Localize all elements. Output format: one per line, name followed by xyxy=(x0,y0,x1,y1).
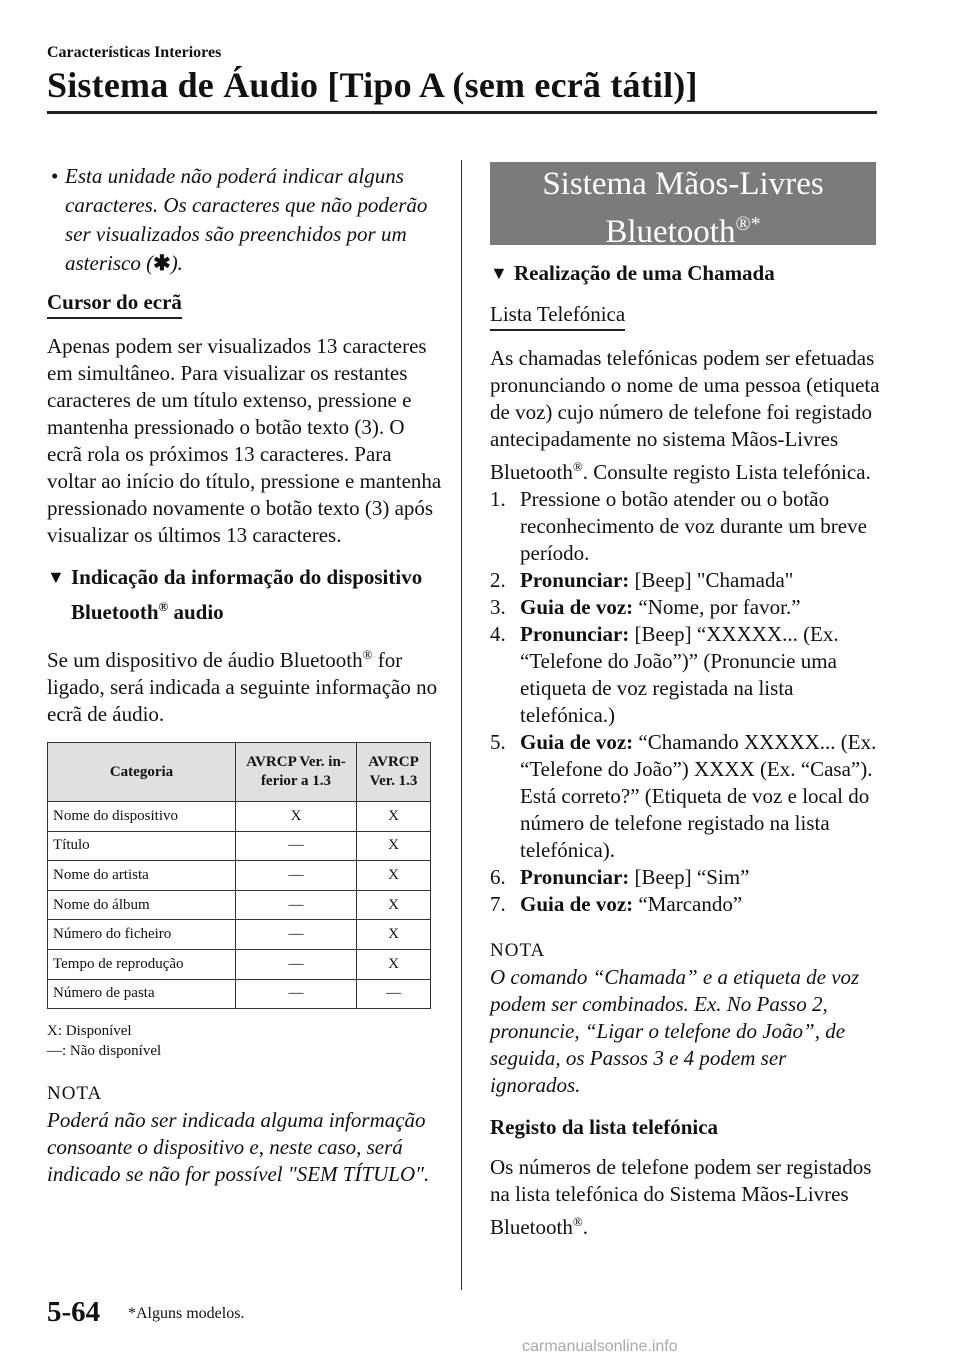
list-item: 5. Guia de voz: “Chamando XXXXX... (Ex. “Telefone do João”) XXXX (Ex. “Casa”). Está correto?” (Etiqueta de voz e local do número de telefone registado na lista telefónica). xyxy=(490,730,877,862)
list-item: 6. Pronunciar: [Beep] “Sim” xyxy=(490,865,750,889)
info-heading: ▼ Indicação da informação do dispositivo Bluetooth® audio xyxy=(47,565,423,624)
bullet-end: ). xyxy=(170,251,183,275)
list-item: 2. Pronunciar: [Beep] "Chamada" xyxy=(490,568,794,592)
watermark: carmanualsonline.info xyxy=(522,1338,678,1355)
page-title: Sistema de Áudio [Tipo A (sem ecrã tátil)] xyxy=(47,65,698,105)
right-column xyxy=(490,162,880,1241)
call-heading: ▼ Realização de uma Chamada xyxy=(490,259,880,288)
table-header-row xyxy=(48,743,431,802)
column-divider xyxy=(461,160,462,1290)
section-label: Características Interiores xyxy=(47,44,222,61)
table-header: Categoria xyxy=(48,743,236,802)
table-row: Nome do artista — X xyxy=(48,861,431,891)
footer-note: *Alguns modelos. xyxy=(128,1305,245,1322)
table-row: Nome do álbum — X xyxy=(48,890,431,920)
cursor-text: Apenas podem ser visualizados 13 caracteres em simultâneo. Para visualizar os restantes caracteres de um título extenso, pressione e mantenha pressionado o botão texto (3). O ecrã rola os próximos 13 caracteres. Para voltar ao início do título, pressione e mantenha pressionado novamente o botão texto (3) após visualizar os últimos 13 caracteres. xyxy=(47,334,442,547)
info-text: Se um dispositivo de áudio Bluetooth® for ligado, será indicada a seguinte informação no ecrã de áudio. xyxy=(47,647,438,726)
triangle-icon: ▼ xyxy=(490,263,508,283)
list-item: 1. Pressione o botão atender ou o botão reconhecimento de voz durante um breve período. xyxy=(490,487,867,565)
list-item: 7. Guia de voz: “Marcando” xyxy=(490,892,743,916)
table-row: Tempo de reprodução — X xyxy=(48,949,431,979)
register-text: Os números de telefone podem ser registados na lista telefónica do Sistema Mãos-Livres Bluetooth®. xyxy=(490,1155,872,1239)
page-number: 5-64 xyxy=(47,1296,101,1328)
table-row: Número do ficheiro — X xyxy=(48,920,431,950)
table-header: AVRCP Ver. in-ferior a 1.3 xyxy=(236,743,357,802)
bullet-note xyxy=(47,162,450,278)
title-rule xyxy=(47,111,877,114)
asterisk-icon: ✱ xyxy=(153,251,171,275)
section-banner: Sistema Mãos-Livres Bluetooth®* xyxy=(490,162,876,245)
table-header: AVRCP Ver. 1.3 xyxy=(357,743,431,802)
table-row: Nome do dispositivo X X xyxy=(48,802,431,832)
nota-label: NOTA xyxy=(490,940,546,961)
nota-text: O comando “Chamada” e a etiqueta de voz podem ser combinados. Ex. No Passo 2, pronuncie, “Ligar o telefone do João”, de seguida, os Passos 3 e 4 podem ser ignorados. xyxy=(490,965,860,1097)
nota-label: NOTA xyxy=(47,1083,103,1105)
phonebook-heading: Lista Telefónica xyxy=(490,302,625,331)
register-heading: Registo da lista telefónica xyxy=(490,1115,719,1139)
nota-text: Poderá não ser indicada alguma informação consoante o dispositivo e, neste caso, será indicado se não for possível "SEM TÍTULO". xyxy=(47,1108,430,1187)
legend-available: X: Disponível xyxy=(47,1023,132,1040)
bullet-icon: • xyxy=(51,164,59,188)
bullet-text: Esta unidade não poderá indicar alguns caracteres. Os caracteres que não poderão ser visualizados são preenchidos por um asterisco ( xyxy=(65,164,428,275)
steps-list xyxy=(490,486,880,918)
list-item: 4. Pronunciar: [Beep] “XXXXX... (Ex. “Telefone do João”)” (Pronuncie uma etiqueta de voz registada na lista telefónica.) xyxy=(490,622,839,727)
info-table xyxy=(47,742,431,1009)
list-item: 3. Guia de voz: “Nome, por favor.” xyxy=(490,595,801,619)
triangle-icon: ▼ xyxy=(47,567,65,587)
phonebook-intro: As chamadas telefónicas podem ser efetuadas pronunciando o nome de uma pessoa (etiqueta de voz) cujo número de telefone foi registado antecipadamente no sistema Mãos-Livres Bluetooth®. Consulte registo Lista telefónica. xyxy=(490,346,880,484)
legend-unavailable: —: Não disponível xyxy=(47,1043,162,1060)
cursor-heading: Cursor do ecrã xyxy=(47,290,182,319)
left-column xyxy=(47,162,442,1188)
table-row: Título — X xyxy=(48,831,431,861)
table-row: Número de pasta — — xyxy=(48,979,431,1009)
